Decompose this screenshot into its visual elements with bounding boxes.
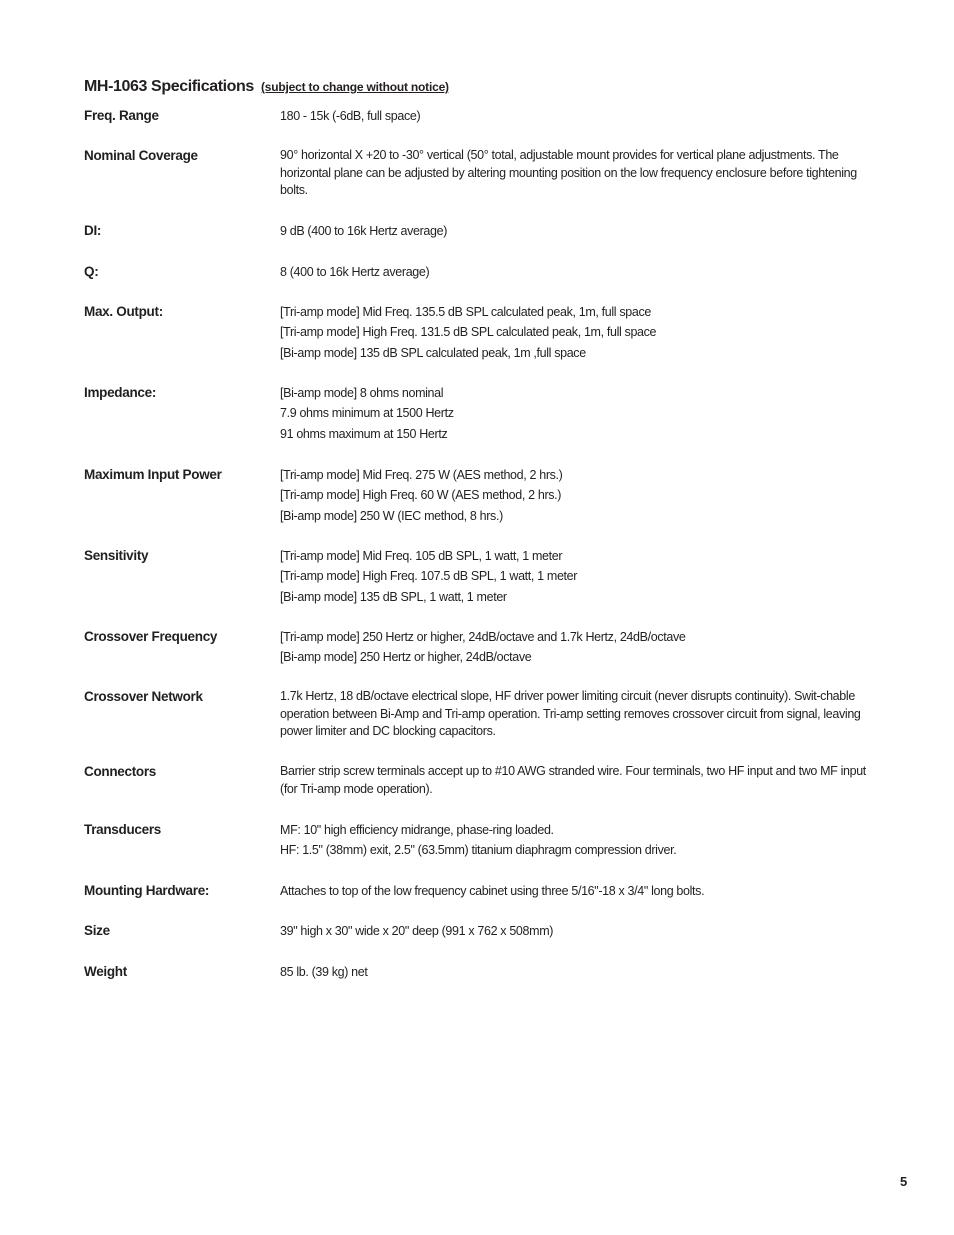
spec-value-line: 9 dB (400 to 16k Hertz average) [280,224,448,238]
spec-value-text: Barrier strip screw terminals accept up to #10 AWG stranded wire. Four terminals, two HF input and two MF input (for Tri-amp mode operation). [280,764,866,796]
spec-value-line: [Bi-amp mode] 250 Hertz or higher, 24dB/octave [280,650,532,665]
spec-heading [84,78,449,96]
spec-value-text: 1.7k Hertz, 18 dB/octave electrical slope, HF driver power limiting circuit (never disrupts continuity). Swit-chable operation between Bi-Amp and Tri-amp operation. Tri-amp setting removes crossover circuit from signal, leaving power limiter and DC blocking capacitors. [280,689,861,738]
spec-value [280,921,880,941]
spec-value-line: [Bi-amp mode] 135 dB SPL, 1 watt, 1 meter [280,589,507,604]
spec-value-line: [Tri-amp mode] High Freq. 131.5 dB SPL calculated peak, 1m, full space [280,325,657,340]
spec-label: Q: [84,264,99,279]
spec-label: Maximum Input Power [84,467,222,482]
spec-value-line: 39" high x 30" wide x 20" deep (991 x 762 x 508mm) [280,924,554,938]
spec-value-line: [Tri-amp mode] High Freq. 60 W (AES method, 2 hrs.) [280,488,562,503]
spec-value-line: [Bi-amp mode] 250 W (IEC method, 8 hrs.) [280,508,503,523]
spec-label: Impedance: [84,385,157,400]
spec-value [280,106,880,126]
spec-label: Max. Output: [84,304,163,319]
spec-value-line: MF: 10" high efficiency midrange, phase-ring loaded. [280,823,554,837]
spec-value-line: 85 lb. (39 kg) net [280,965,368,979]
spec-value [280,546,880,607]
spec-value [280,627,880,668]
spec-value [280,881,880,901]
spec-label: Nominal Coverage [84,148,198,163]
spec-value-line: HF: 1.5" (38mm) exit, 2.5" (63.5mm) titanium diaphragm compression driver. [280,843,677,858]
spec-label: Weight [84,964,127,979]
spec-label: Connectors [84,764,157,779]
spec-value [280,383,880,444]
spec-value-line: Attaches to top of the low frequency cabinet using three 5/16"-18 x 3/4" long bolts. [280,884,705,898]
spec-value [280,465,880,526]
spec-value-line: [Tri-amp mode] Mid Freq. 275 W (AES method, 2 hrs.) [280,468,563,482]
spec-value-text: 90° horizontal X +20 to -30° vertical (50° total, adjustable mount provides for vertical plane adjustments. The horizontal plane can be adjusted by altering mounting position on the low frequency enclosure before tightening bolts. [280,148,857,197]
spec-value [280,262,880,282]
spec-label: Transducers [84,822,161,837]
spec-value-line: [Tri-amp mode] Mid Freq. 135.5 dB SPL calculated peak, 1m, full space [280,305,651,319]
spec-subtitle: (subject to change without notice) [260,80,449,94]
spec-label: Size [84,923,110,938]
spec-value-line: [Tri-amp mode] Mid Freq. 105 dB SPL, 1 watt, 1 meter [280,549,563,563]
spec-value-line: 7.9 ohms minimum at 1500 Hertz [280,406,454,421]
spec-value [280,962,880,982]
spec-label: DI: [84,223,102,238]
spec-label: Mounting Hardware: [84,883,210,898]
spec-label: Crossover Network [84,689,203,704]
spec-value-line: [Bi-amp mode] 8 ohms nominal [280,386,444,400]
spec-label: Crossover Frequency [84,629,218,644]
spec-value-line: 91 ohms maximum at 150 Hertz [280,426,448,441]
spec-value [280,221,880,241]
page-number: 5 [900,1174,908,1189]
spec-value [280,687,880,741]
spec-label: Sensitivity [84,548,149,563]
spec-value-line: [Tri-amp mode] High Freq. 107.5 dB SPL, 1 watt, 1 meter [280,569,578,584]
spec-value-line: 180 - 15k (-6dB, full space) [280,109,421,123]
spec-value [280,302,880,363]
spec-value-line: [Tri-amp mode] 250 Hertz or higher, 24dB/octave and 1.7k Hertz, 24dB/octave [280,630,686,644]
spec-value-line: 8 (400 to 16k Hertz average) [280,265,430,279]
spec-value [280,146,880,200]
spec-value [280,820,880,861]
spec-value [280,762,880,798]
spec-title: MH-1063 Specifications [84,78,254,95]
spec-value-line: [Bi-amp mode] 135 dB SPL calculated peak, 1m ,full space [280,345,586,360]
spec-label: Freq. Range [84,108,159,123]
